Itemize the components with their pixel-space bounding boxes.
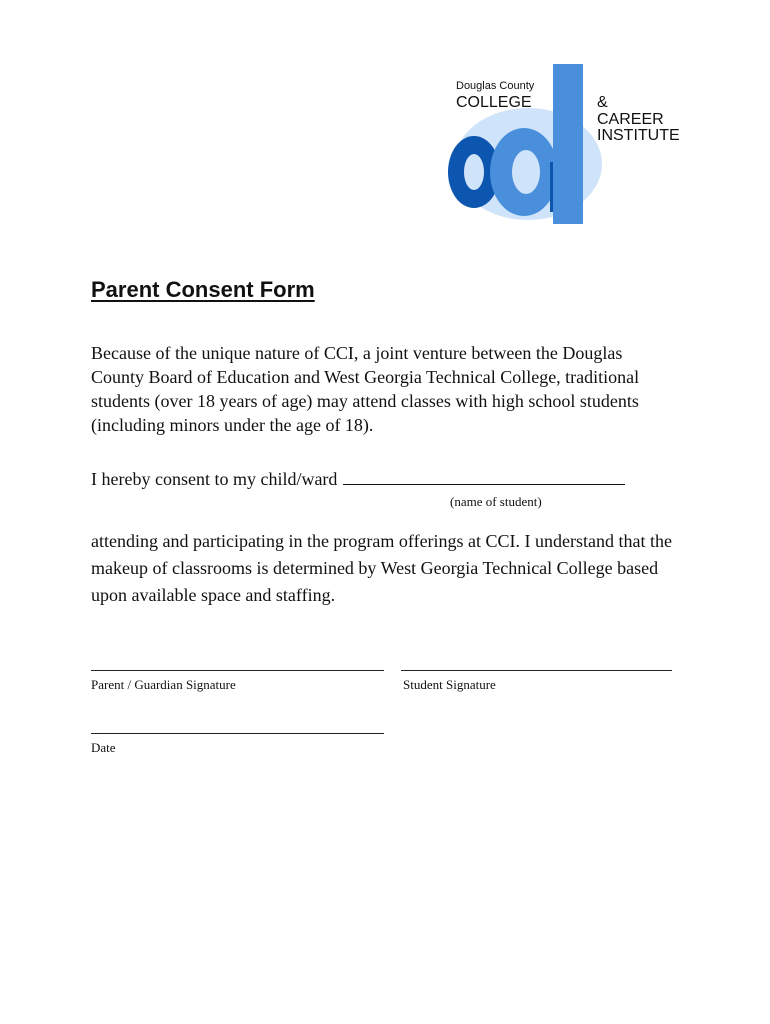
cci-logo xyxy=(440,62,710,232)
cci-logo-graphic xyxy=(440,62,710,232)
form-title: Parent Consent Form xyxy=(91,277,315,302)
consent-prefix: I hereby consent to my child/ward xyxy=(91,469,338,489)
attending-paragraph: attending and participating in the program offerings at CCI. I understand that the makeup of classrooms is determined by West Georgia Technical College based upon available space and staffing. xyxy=(91,531,673,605)
logo-line-5: INSTITUTE xyxy=(597,127,680,144)
parent-signature-label: Parent / Guardian Signature xyxy=(91,677,236,692)
intro-paragraph: Because of the unique nature of CCI, a joint venture between the Douglas County Board of Education and West Georgia Technical College, traditional students (over 18 years of age) may attend classes with high school students (including minors under the age of 18). xyxy=(91,343,640,435)
date-label: Date xyxy=(91,740,116,755)
student-signature-label: Student Signature xyxy=(403,677,496,692)
student-signature-line[interactable] xyxy=(401,670,672,671)
logo-line-2: COLLEGE xyxy=(456,94,532,111)
parent-signature-line[interactable] xyxy=(91,670,384,671)
date-line[interactable] xyxy=(91,733,384,734)
name-caption: (name of student) xyxy=(450,494,542,509)
student-name-blank[interactable] xyxy=(343,470,625,485)
consent-line xyxy=(91,467,691,491)
logo-line-3: & xyxy=(597,94,608,111)
logo-line-4: CAREER xyxy=(597,111,664,128)
logo-line-1: Douglas County xyxy=(456,80,535,92)
